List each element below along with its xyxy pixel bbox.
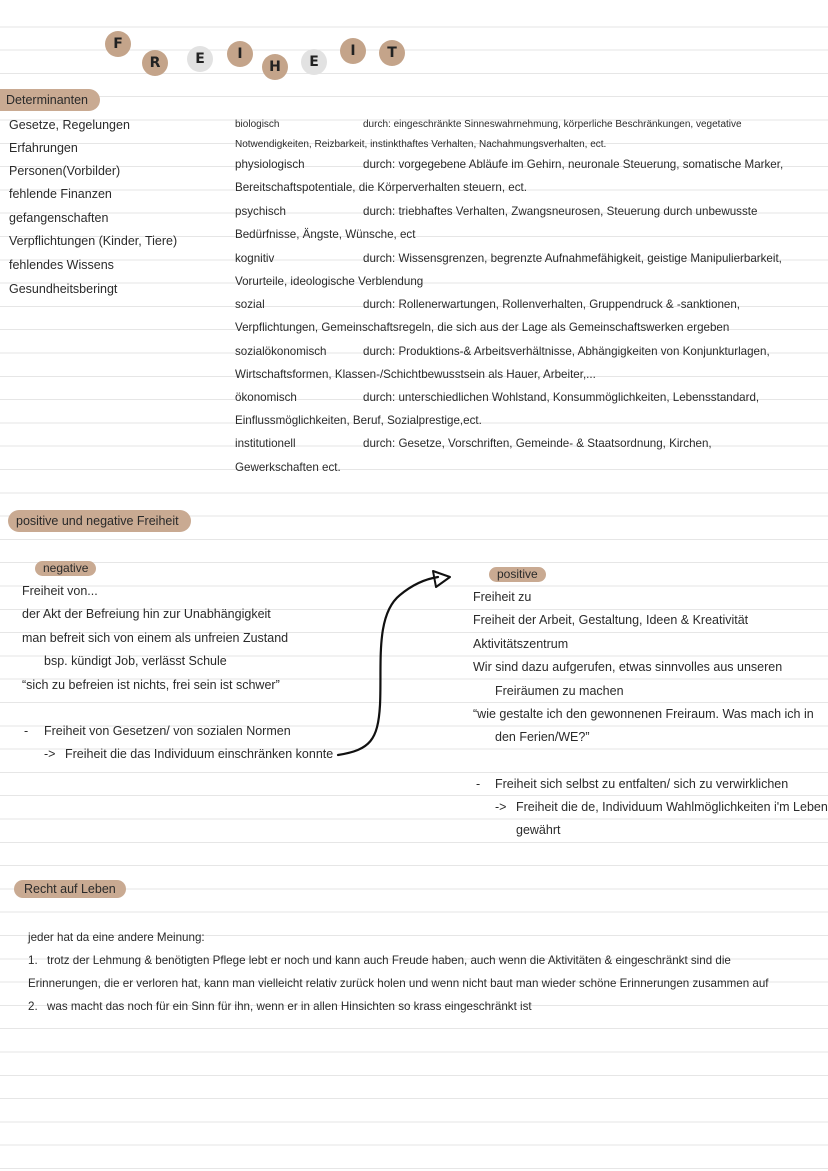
type-desc-cont: Einflussmöglichkeiten, Beruf, Sozialprestige,ect. xyxy=(235,414,482,427)
negative-line: “sich zu befreien ist nichts, frei sein ist schwer” xyxy=(22,678,280,692)
title-letter-circle xyxy=(262,54,288,80)
section-heading-freiheit: positive und negative Freiheit xyxy=(8,510,191,532)
title-letter-circle xyxy=(187,46,213,72)
bullet-dash: - xyxy=(476,777,481,791)
list-item: Gesetze, Regelungen xyxy=(9,118,130,132)
title-letter: H xyxy=(269,59,281,75)
negative-line: man befreit sich von einem als unfreien Zustand xyxy=(22,631,289,645)
section-heading-recht: Recht auf Leben xyxy=(14,880,126,898)
positive-line: Aktivitätszentrum xyxy=(473,637,569,651)
title-letter: E xyxy=(309,54,319,70)
bullet-dash: - xyxy=(24,724,29,738)
title-letter-circle xyxy=(301,49,327,75)
positive-line: Freiräumen zu machen xyxy=(495,684,624,698)
type-desc-cont: Bereitschaftspotentiale, die Körperverhalten steuern, ect. xyxy=(235,181,527,194)
title-letter: F xyxy=(113,36,123,52)
type-name: physiologisch xyxy=(235,158,305,171)
title-letter: I xyxy=(350,43,356,59)
title-letter: I xyxy=(237,46,243,62)
type-desc: durch: Wissensgrenzen, begrenzte Aufnahmefähigkeit, geistige Manipulierbarkeit, xyxy=(363,252,782,265)
type-name: biologisch xyxy=(235,119,280,130)
negative-line: der Akt der Befreiung hin zur Unabhängigkeit xyxy=(22,607,271,621)
type-desc: durch: vorgegebene Abläufe im Gehirn, neuronale Steuerung, somatische Marker, xyxy=(363,158,784,171)
list-item: Erfahrungen xyxy=(9,141,78,155)
positive-line: “wie gestalte ich den gewonnenen Freiraum. Was mach ich in xyxy=(473,707,814,721)
negative-bullet: Freiheit von Gesetzen/ von sozialen Normen xyxy=(44,724,291,738)
title-letter-circle xyxy=(379,40,405,66)
type-desc-cont: Bedürfnisse, Ängste, Wünsche, ect xyxy=(235,228,416,241)
negative-line: bsp. kündigt Job, verlässt Schule xyxy=(44,654,227,668)
type-desc: durch: triebhaftes Verhalten, Zwangsneurosen, Steuerung durch unbewusste xyxy=(363,205,758,218)
positive-bullet: Freiheit sich selbst zu entfalten/ sich zu verwirklichen xyxy=(495,777,789,791)
positive-arrow-text-cont: gewährt xyxy=(516,823,561,837)
recht-point: trotz der Lehmung & benötigten Pflege lebt er noch und kann auch Freude haben, auch wenn die Aktivitäten & eingeschränkt sind die xyxy=(47,954,731,967)
positive-tag: positive xyxy=(489,567,546,582)
type-desc: durch: unterschiedlichen Wohlstand, Konsummöglichkeiten, Lebensstandard, xyxy=(363,391,760,404)
section-heading-determinanten: Determinanten xyxy=(0,89,100,111)
title-letter: R xyxy=(149,55,161,71)
title-letter-circle xyxy=(142,50,168,76)
arrow-glyph: -> xyxy=(44,747,56,761)
connector-arrow xyxy=(330,565,460,765)
recht-intro: jeder hat da eine andere Meinung: xyxy=(28,931,205,944)
recht-point-cont: Erinnerungen, die er verloren hat, kann man vielleicht relativ zurück holen und wenn nicht baut man wieder schöne Erinnerungen zusammen auf xyxy=(28,977,769,990)
type-name: sozial xyxy=(235,298,265,311)
recht-point: was macht das noch für ein Sinn für ihn, wenn er in allen Hinsichten so krass eingeschränkt ist xyxy=(47,1000,532,1013)
type-desc-cont: Vorurteile, ideologische Verblendung xyxy=(235,275,424,288)
negative-line: Freiheit von... xyxy=(22,584,98,598)
recht-number: 1. xyxy=(28,954,38,967)
type-desc-cont: Verpflichtungen, Gemeinschaftsregeln, die sich aus der Lage als Gemeinschaftswerken ergeben xyxy=(235,321,730,334)
positive-line: Wir sind dazu aufgerufen, etwas sinnvolles aus unseren xyxy=(473,660,783,674)
list-item: Personen(Vorbilder) xyxy=(9,164,121,178)
type-name: psychisch xyxy=(235,205,286,218)
list-item: Gesundheitsberingt xyxy=(9,282,118,296)
title-letter-circle xyxy=(340,38,366,64)
arrow-glyph: -> xyxy=(495,800,507,814)
list-item: fehlendes Wissens xyxy=(9,258,114,272)
list-item: gefangenschaften xyxy=(9,211,109,225)
type-desc-cont: Gewerkschaften ect. xyxy=(235,461,341,474)
type-desc: durch: eingeschränkte Sinneswahrnehmung, körperliche Beschränkungen, vegetative xyxy=(363,119,742,130)
recht-number: 2. xyxy=(28,1000,38,1013)
list-item: Verpflichtungen (Kinder, Tiere) xyxy=(9,234,178,248)
type-desc-cont: Notwendigkeiten, Reizbarkeit, instinkthaftes Verhalten, Nachahmungsverhalten, ect. xyxy=(235,139,607,150)
type-name: ökonomisch xyxy=(235,391,297,404)
title-letter: E xyxy=(195,51,205,67)
positive-arrow-text: Freiheit die de, Individuum Wahlmöglichkeiten i'm Leben xyxy=(516,800,828,814)
positive-line: den Ferien/WE?” xyxy=(495,730,590,744)
negative-arrow-text: Freiheit die das Individuum einschränken konnte xyxy=(65,747,334,761)
list-item: fehlende Finanzen xyxy=(9,187,112,201)
type-desc: durch: Gesetze, Vorschriften, Gemeinde- & Staatsordnung, Kirchen, xyxy=(363,437,712,450)
positive-line: Freiheit der Arbeit, Gestaltung, Ideen & Kreativität xyxy=(473,613,749,627)
type-name: institutionell xyxy=(235,437,296,450)
type-desc: durch: Rollenerwartungen, Rollenverhalten, Gruppendruck & -sanktionen, xyxy=(363,298,741,311)
positive-line: Freiheit zu xyxy=(473,590,532,604)
title-letter: T xyxy=(387,45,397,61)
title-letter-circle xyxy=(105,31,131,57)
title-letter-circle xyxy=(227,41,253,67)
type-name: kognitiv xyxy=(235,252,275,265)
type-desc-cont: Wirtschaftsformen, Klassen-/Schichtbewusstsein als Hauer, Arbeiter,... xyxy=(235,368,596,381)
type-desc: durch: Produktions-& Arbeitsverhältnisse, Abhängigkeiten von Konjunkturlagen, xyxy=(363,345,770,358)
type-name: sozialökonomisch xyxy=(235,345,327,358)
negative-tag: negative xyxy=(35,561,96,576)
